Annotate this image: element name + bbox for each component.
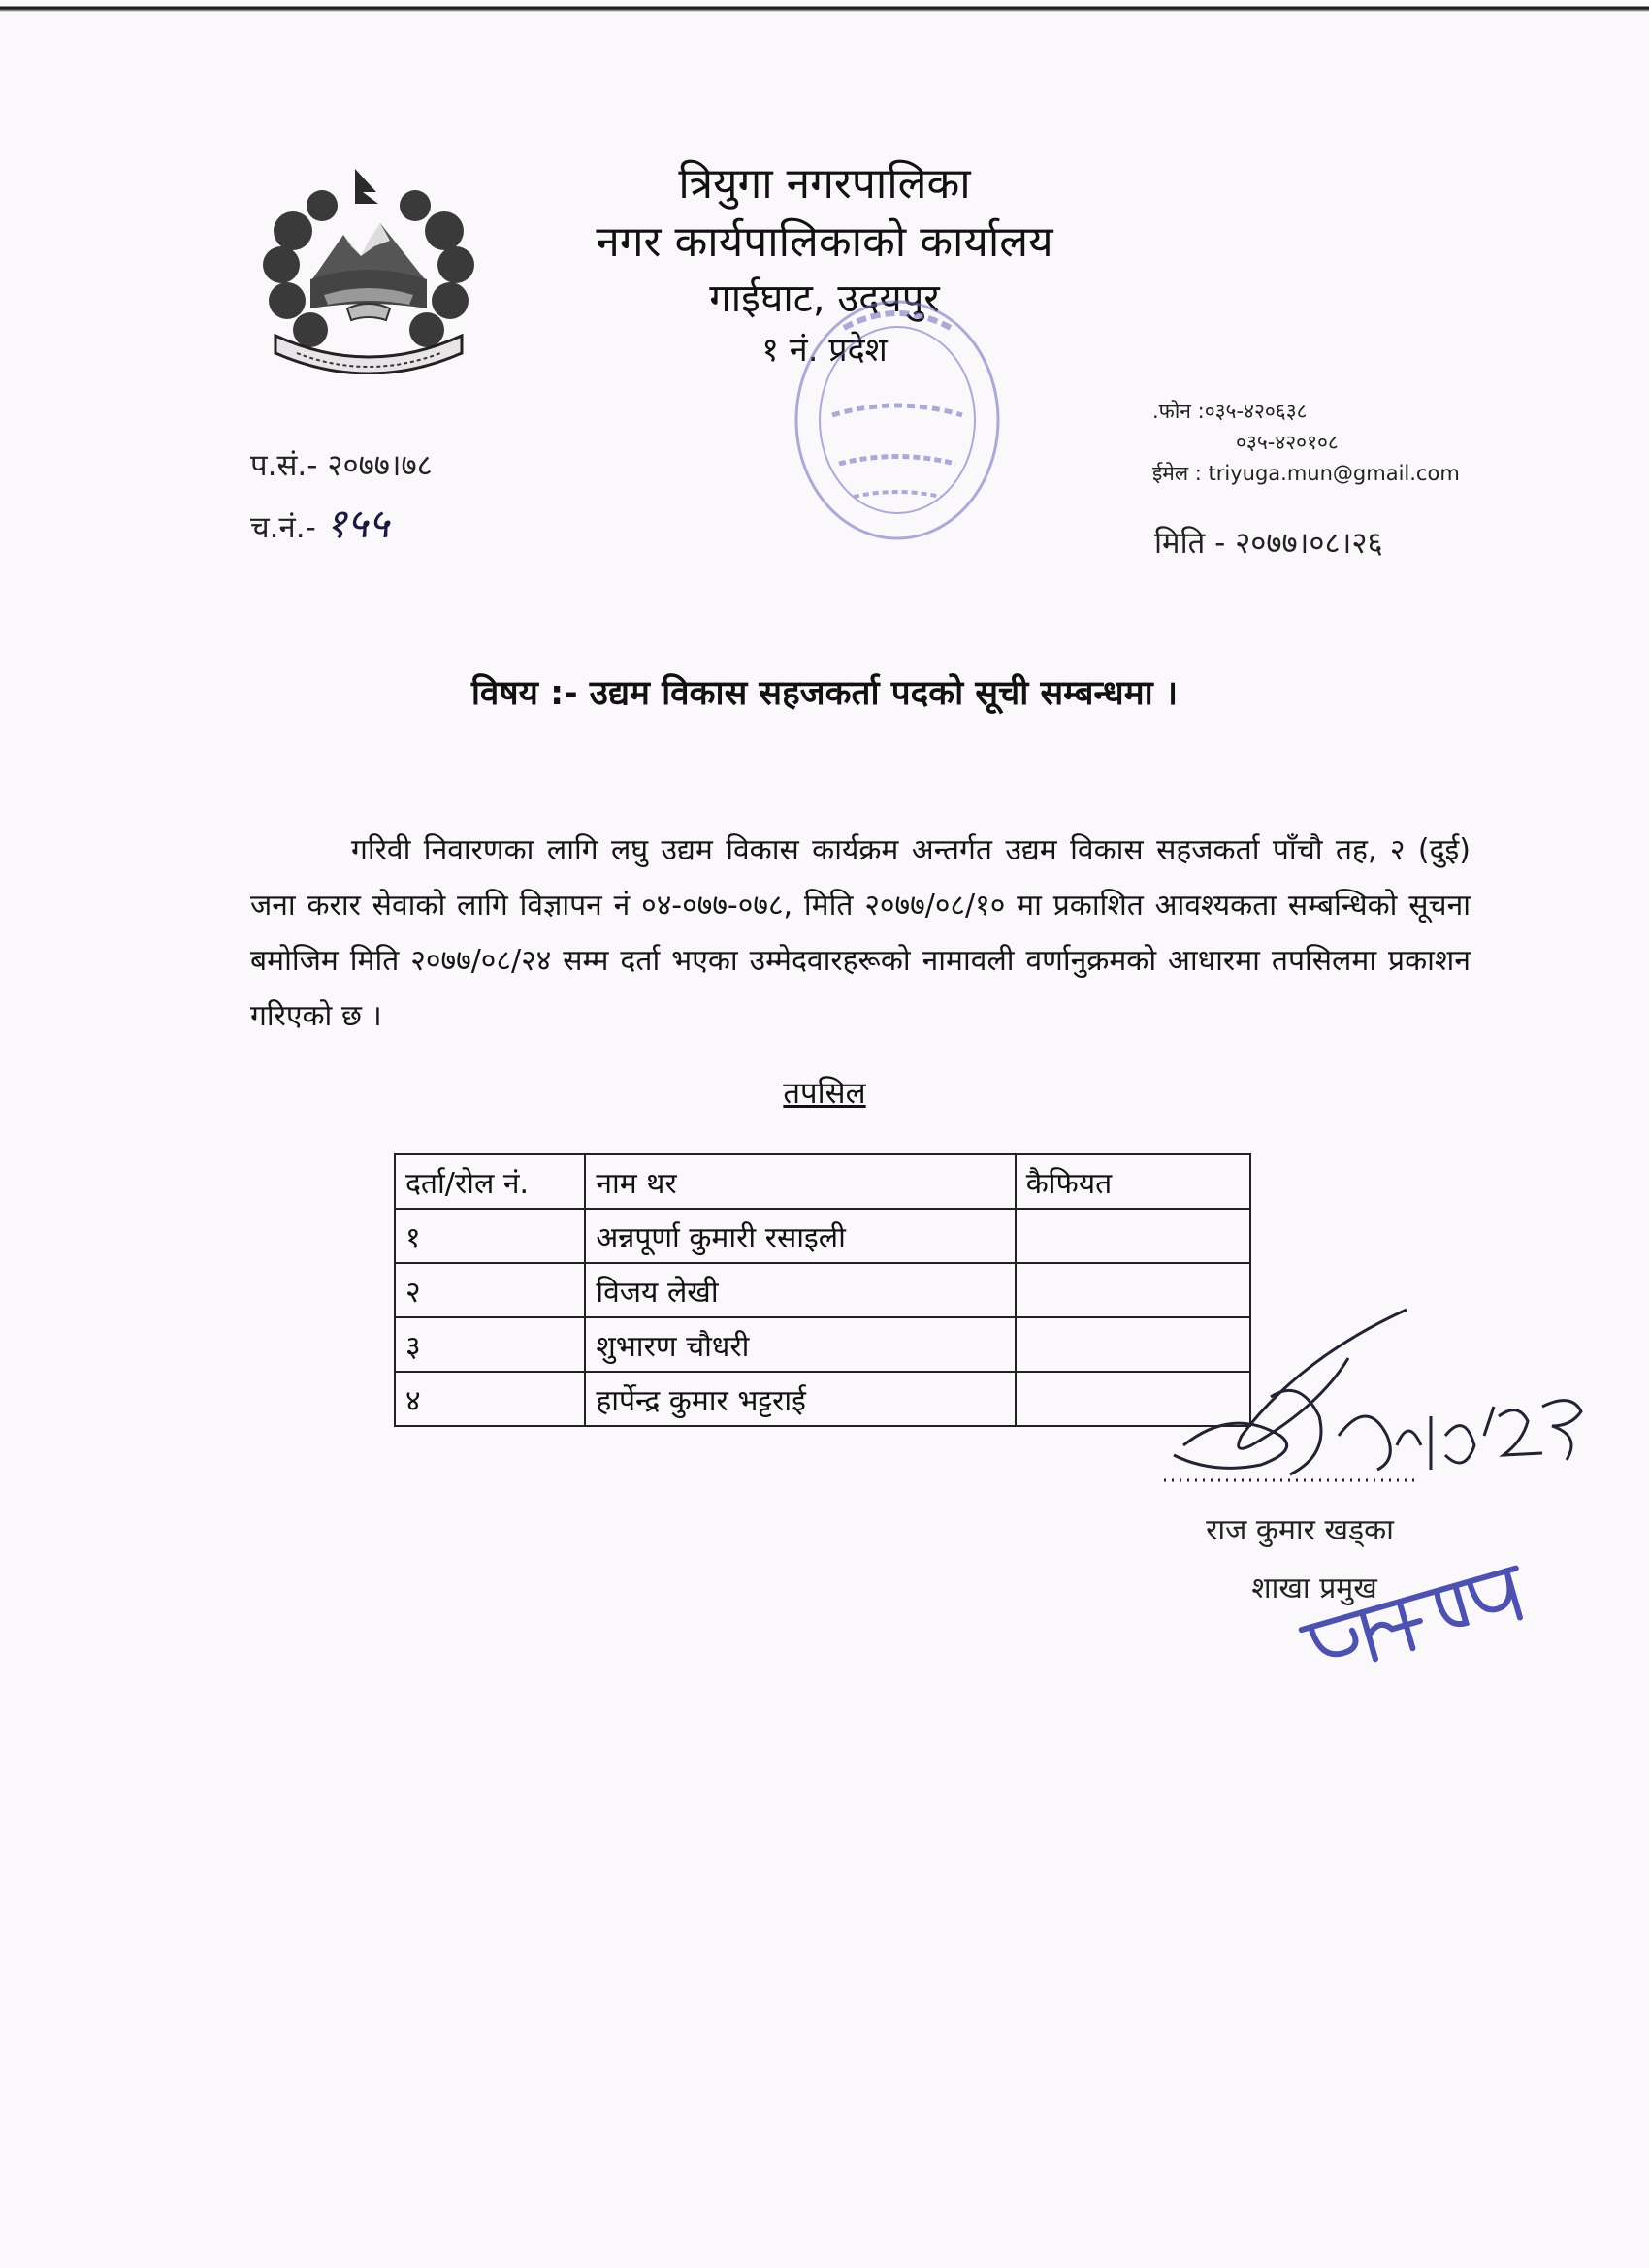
candidate-table <box>394 1153 1251 1427</box>
email-line: ईमेल : triyuga.mun@gmail.com <box>1152 462 1460 485</box>
cell-roll: २ <box>395 1263 585 1317</box>
province-name: १ नं. प्रदेश <box>761 331 888 370</box>
office-name: नगर कार्यपालिकाको कार्यालय <box>596 217 1053 267</box>
cell-roll: ४ <box>395 1372 585 1426</box>
table-row <box>395 1317 1250 1372</box>
cell-remarks <box>1016 1209 1250 1263</box>
column-header-roll: दर्ता/रोल नं. <box>395 1154 585 1209</box>
phone-line-1: .फोन :०३५-४२०६३८ <box>1152 400 1308 423</box>
column-header-name: नाम थर <box>585 1154 1015 1209</box>
office-address: गाईघाट, उदयपुर <box>709 276 940 321</box>
details-heading: तपसिल <box>783 1076 866 1111</box>
cell-name: शुभारण चौधरी <box>585 1317 1015 1372</box>
chalani-number <box>250 495 433 557</box>
patra-sankhya-value: २०७७।७८ <box>327 448 433 483</box>
table-row <box>395 1209 1250 1263</box>
letter-body: गरिवी निवारणका लागि लघु उद्यम विकास कार्यक्रम अन्तर्गत उद्यम विकास सहजकर्ता पाँचौ तह, २ (दुई) जना करार सेवाको लागि विज्ञापन नं ०४-०७७-०७८, मिति २०७७/०८/१० मा प्रकाशित आवश्यकता सम्बन्धिको सूचना बमोजिम मिति २०७७/०८/२४ सम्म दर्ता भएका उम्मेदवारहरूको नामावली वर्णानुक्रमको आधारमा तपसिलमा प्रकाशन गरिएको छ । <box>250 833 1471 1033</box>
date-label: मिति - <box>1154 526 1226 561</box>
chalani-number-label: च.नं.- <box>250 510 316 545</box>
handwritten-signature <box>1154 1300 1610 1504</box>
phone-line-2: ०३५-४२०१०८ <box>1236 431 1339 454</box>
cell-roll: ३ <box>395 1317 585 1372</box>
table-header-row <box>395 1154 1250 1209</box>
contact-block <box>1152 396 1502 489</box>
column-header-remarks: कैफियत <box>1016 1154 1250 1209</box>
signer-name: राज कुमार खड्का <box>1206 1513 1394 1547</box>
municipality-name: त्रियुगा नगरपालिका <box>678 159 971 209</box>
cell-name: अन्नपूर्णा कुमारी रसाइली <box>585 1209 1015 1263</box>
office-round-stamp <box>786 289 1009 551</box>
letter-date <box>1154 524 1383 563</box>
table-row <box>395 1263 1250 1317</box>
patra-sankhya-label: प.सं.- <box>250 448 318 483</box>
scan-edge <box>0 0 1649 14</box>
reference-block <box>250 437 433 557</box>
signer-post: शाखा प्रमुख <box>1251 1571 1377 1605</box>
cell-name: हार्पेन्द्र कुमार भट्टराई <box>585 1372 1015 1426</box>
branch-chief-stamp <box>1280 1540 1542 1676</box>
cell-name: विजय लेखी <box>585 1263 1015 1317</box>
patra-sankhya <box>250 437 433 495</box>
date-value: २०७७।०८।२६ <box>1235 526 1383 561</box>
table-row <box>395 1372 1250 1426</box>
nepal-emblem-logo <box>254 163 483 374</box>
cell-roll: १ <box>395 1209 585 1263</box>
chalani-number-value: १५५ <box>325 500 390 547</box>
letter-subject: विषय :- उद्यम विकास सहजकर्ता पदको सूची सम्बन्धमा । <box>470 674 1179 713</box>
